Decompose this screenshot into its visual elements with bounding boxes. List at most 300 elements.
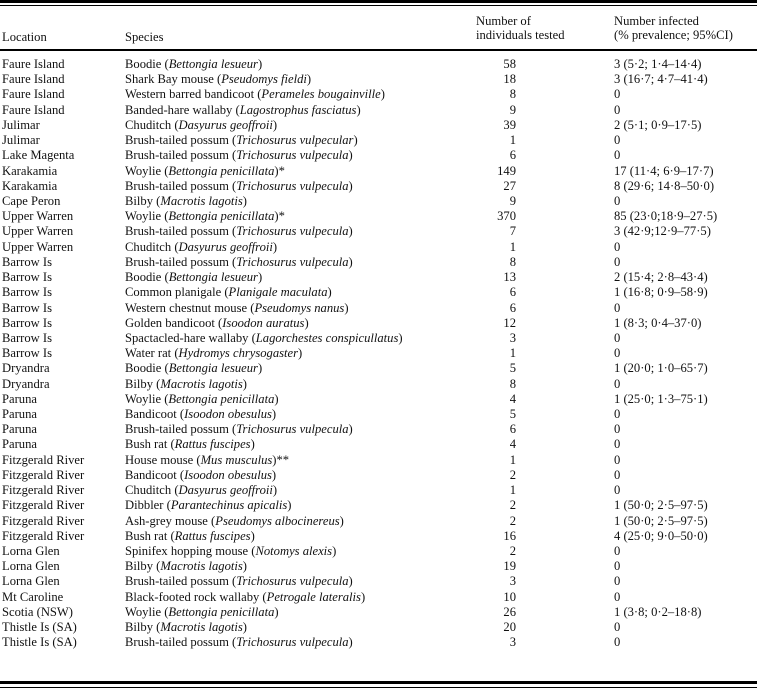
- cell-number-infected: 1 (16·8; 0·9–58·9): [614, 285, 708, 300]
- cell-location: Dryandra: [2, 361, 50, 376]
- species-latin-name: Isoodon obesulus: [184, 467, 272, 482]
- species-latin-name: Dasyurus geoffroii: [178, 483, 273, 498]
- species-suffix: )**: [272, 452, 290, 467]
- species-latin-name: Notomys alexis: [255, 544, 333, 558]
- table-row: [0, 285, 757, 300]
- table-row: [0, 468, 757, 483]
- header-infected: [614, 14, 733, 42]
- cell-number-infected: 8 (29·6; 14·8–50·0): [614, 178, 715, 193]
- species-latin-name: Bettongia lesueur: [168, 57, 258, 71]
- cell-species: [125, 559, 247, 574]
- table-row: [0, 407, 757, 422]
- species-latin-name: Dasyurus geoffroii: [178, 239, 273, 254]
- cell-individuals-tested: 2: [509, 513, 516, 528]
- species-latin-name: Bettongia lesueur: [168, 270, 258, 285]
- cell-location: Karakamia: [2, 163, 58, 178]
- species-latin-name: Isoodon auratus: [222, 315, 305, 330]
- cell-number-infected: 0: [614, 422, 621, 437]
- table-row: [0, 437, 757, 452]
- cell-number-infected: 0: [614, 133, 621, 148]
- cell-species: [125, 590, 365, 605]
- cell-location: Barrow Is: [2, 315, 53, 330]
- species-common-name: Spactacled-hare wallaby (: [125, 330, 256, 345]
- cell-location: Karakamia: [2, 178, 58, 193]
- table-row: [0, 361, 757, 376]
- table-bottom-rule-thin: [0, 687, 757, 688]
- table-row: [0, 574, 757, 589]
- species-suffix: ): [242, 559, 247, 574]
- species-suffix: ): [242, 620, 247, 635]
- species-common-name: Boodie (: [125, 57, 169, 71]
- cell-individuals-tested: 2: [509, 498, 516, 513]
- table-row: [0, 529, 757, 544]
- species-suffix: ): [271, 407, 277, 422]
- cell-species: [125, 240, 277, 255]
- species-common-name: House mouse (: [125, 452, 201, 467]
- species-latin-name: Macrotis lagotis: [160, 559, 243, 574]
- table-row: [0, 453, 757, 468]
- cell-individuals-tested: 3: [509, 574, 516, 589]
- species-suffix: ): [274, 391, 279, 406]
- table-row: [0, 209, 757, 224]
- species-common-name: Bandicoot (: [125, 467, 185, 482]
- species-common-name: Brush-tailed possum (: [125, 254, 237, 269]
- cell-individuals-tested: 8: [509, 254, 516, 269]
- cell-location: Barrow Is: [2, 270, 53, 285]
- species-suffix: ): [348, 254, 353, 269]
- table-row: [0, 118, 757, 133]
- cell-individuals-tested: 149: [497, 163, 516, 178]
- cell-individuals-tested: 1: [509, 346, 516, 361]
- cell-individuals-tested: 20: [503, 620, 516, 635]
- cell-individuals-tested: 5: [509, 361, 516, 376]
- header-location: Location: [2, 30, 47, 44]
- cell-location: Paruna: [2, 407, 37, 422]
- cell-number-infected: 0: [614, 559, 621, 574]
- cell-number-infected: 0: [614, 574, 621, 589]
- cell-number-infected: 0: [614, 254, 621, 269]
- cell-species: [125, 148, 353, 163]
- cell-number-infected: 2 (15·4; 2·8–43·4): [614, 270, 708, 285]
- cell-species: [125, 301, 349, 316]
- cell-number-infected: 0: [614, 544, 621, 558]
- cell-individuals-tested: 27: [503, 178, 516, 193]
- cell-individuals-tested: 7: [509, 224, 516, 239]
- species-common-name: Brush-tailed possum (: [125, 224, 237, 239]
- table-row: [0, 514, 757, 529]
- cell-individuals-tested: 6: [509, 300, 516, 315]
- cell-number-infected: 0: [614, 620, 621, 635]
- cell-number-infected: 17 (11·4; 6·9–17·7): [614, 163, 714, 178]
- species-suffix: ): [298, 346, 303, 361]
- cell-number-infected: 1 (20·0; 1·0–65·7): [614, 361, 708, 376]
- table-row: [0, 270, 757, 285]
- cell-species: [125, 164, 285, 179]
- species-suffix: )*: [274, 209, 285, 224]
- cell-species: [125, 437, 255, 452]
- species-latin-name: Mus musculus: [200, 452, 273, 467]
- species-latin-name: Perameles bougainville: [261, 87, 381, 102]
- cell-location: Julimar: [2, 117, 40, 132]
- species-suffix: ): [242, 193, 247, 208]
- table-row: [0, 72, 757, 87]
- cell-number-infected: 0: [614, 300, 621, 315]
- species-common-name: Boodie (: [125, 361, 169, 376]
- species-common-name: Western barred bandicoot (: [125, 87, 262, 102]
- species-suffix: ): [348, 574, 353, 589]
- cell-location: Scotia (NSW): [2, 604, 73, 619]
- cell-species: [125, 87, 385, 102]
- species-latin-name: Rattus fuscipes: [174, 437, 251, 452]
- species-suffix: ): [327, 285, 332, 300]
- cell-location: Upper Warren: [2, 239, 74, 254]
- cell-species: [125, 377, 247, 392]
- species-common-name: Spinifex hopping mouse (: [125, 544, 256, 558]
- species-suffix: ): [257, 270, 263, 285]
- cell-location: Upper Warren: [2, 224, 74, 239]
- table-row: [0, 590, 757, 605]
- cell-species: [125, 255, 353, 270]
- cell-number-infected: 0: [614, 148, 621, 163]
- header-infected-line2: (% prevalence; 95%CI): [614, 28, 733, 42]
- table-row: [0, 483, 757, 498]
- cell-species: [125, 498, 292, 513]
- cell-individuals-tested: 58: [503, 57, 516, 71]
- species-latin-name: Bettongia lesueur: [168, 361, 258, 376]
- species-common-name: Brush-tailed possum (: [125, 574, 237, 589]
- species-latin-name: Macrotis lagotis: [160, 376, 243, 391]
- species-common-name: Brush-tailed possum (: [125, 422, 237, 437]
- cell-number-infected: 2 (5·1; 0·9–17·5): [614, 117, 702, 132]
- cell-number-infected: 85 (23·0;18·9–27·5): [614, 209, 718, 224]
- species-latin-name: Trichosurus vulpecula: [236, 574, 349, 589]
- species-suffix: ): [272, 483, 278, 498]
- cell-location: Barrow Is: [2, 330, 53, 345]
- species-common-name: Shark Bay mouse (: [125, 72, 222, 87]
- species-latin-name: Bettongia penicillata: [168, 391, 275, 406]
- cell-location: Faure Island: [2, 102, 65, 117]
- header-infected-line1: Number infected: [614, 14, 699, 28]
- header-species: Species: [125, 30, 164, 44]
- species-common-name: Bilby (: [125, 193, 161, 208]
- cell-species: [125, 574, 353, 589]
- cell-number-infected: 0: [614, 330, 621, 345]
- species-common-name: Boodie (: [125, 270, 169, 285]
- cell-individuals-tested: 8: [509, 376, 516, 391]
- species-suffix: )*: [274, 163, 285, 178]
- cell-species: [125, 361, 262, 376]
- table-top-rule-thin: [0, 5, 757, 6]
- cell-location: Fitzgerald River: [2, 467, 85, 482]
- species-latin-name: Trichosurus vulpecula: [236, 254, 349, 269]
- table-row: [0, 346, 757, 361]
- cell-species: [125, 620, 247, 635]
- cell-species: [125, 468, 276, 483]
- cell-number-infected: 1 (3·8; 0·2–18·8): [614, 604, 702, 619]
- cell-location: Fitzgerald River: [2, 498, 85, 513]
- table-row: [0, 392, 757, 407]
- cell-number-infected: 0: [614, 589, 621, 604]
- cell-number-infected: 0: [614, 437, 621, 452]
- cell-number-infected: 0: [614, 376, 621, 391]
- cell-species: [125, 179, 353, 194]
- cell-location: Faure Island: [2, 57, 65, 71]
- cell-location: Fitzgerald River: [2, 528, 85, 543]
- species-latin-name: Bettongia penicillata: [168, 209, 275, 224]
- species-suffix: ): [250, 528, 255, 543]
- species-latin-name: Lagostrophus fasciatus: [239, 102, 357, 117]
- cell-individuals-tested: 13: [503, 270, 516, 285]
- species-suffix: ): [242, 376, 247, 391]
- cell-location: Faure Island: [2, 87, 65, 102]
- table-row: [0, 164, 757, 179]
- species-suffix: ): [272, 239, 278, 254]
- species-common-name: Bush rat (: [125, 437, 175, 452]
- cell-individuals-tested: 370: [497, 209, 516, 224]
- table-row: [0, 133, 757, 148]
- cell-species: [125, 72, 311, 87]
- species-common-name: Bandicoot (: [125, 407, 185, 422]
- table-row: [0, 255, 757, 270]
- species-latin-name: Isoodon obesulus: [184, 407, 272, 422]
- cell-species: [125, 392, 279, 407]
- species-common-name: Brush-tailed possum (: [125, 148, 237, 163]
- species-latin-name: Macrotis lagotis: [160, 193, 243, 208]
- species-common-name: Chuditch (: [125, 239, 179, 254]
- species-suffix: ): [360, 589, 366, 604]
- cell-individuals-tested: 39: [503, 117, 516, 132]
- species-latin-name: Planigale maculata: [228, 285, 328, 300]
- cell-species: [125, 407, 276, 422]
- species-suffix: ): [272, 117, 278, 132]
- species-suffix: ): [304, 315, 309, 330]
- species-latin-name: Trichosurus vulpecula: [236, 178, 349, 193]
- cell-location: Julimar: [2, 133, 40, 148]
- species-common-name: Bilby (: [125, 620, 161, 635]
- table-row: [0, 331, 757, 346]
- cell-individuals-tested: 19: [503, 559, 516, 574]
- cell-location: Mt Caroline: [2, 589, 64, 604]
- cell-number-infected: 1 (50·0; 2·5–97·5): [614, 513, 708, 528]
- table-row: [0, 240, 757, 255]
- table-row: [0, 422, 757, 437]
- cell-species: [125, 57, 262, 72]
- cell-individuals-tested: 9: [509, 193, 516, 208]
- species-suffix: ): [348, 148, 353, 163]
- cell-number-infected: 0: [614, 239, 621, 254]
- species-common-name: Bilby (: [125, 559, 161, 574]
- cell-number-infected: 3 (42·9;12·9–77·5): [614, 224, 711, 239]
- species-latin-name: Trichosurus vulpecula: [236, 422, 349, 437]
- species-latin-name: Dasyurus geoffroii: [178, 117, 273, 132]
- species-common-name: Dibbler (: [125, 498, 171, 513]
- cell-species: [125, 635, 353, 650]
- cell-species: [125, 483, 277, 498]
- cell-species: [125, 194, 247, 209]
- cell-number-infected: 3 (16·7; 4·7–41·4): [614, 72, 708, 87]
- cell-individuals-tested: 5: [509, 407, 516, 422]
- cell-individuals-tested: 10: [503, 589, 516, 604]
- cell-location: Upper Warren: [2, 209, 74, 224]
- species-latin-name: Petrogale lateralis: [266, 589, 361, 604]
- species-common-name: Brush-tailed possum (: [125, 178, 237, 193]
- cell-individuals-tested: 6: [509, 285, 516, 300]
- cell-number-infected: 1 (8·3; 0·4–37·0): [614, 315, 702, 330]
- species-common-name: Ash-grey mouse (: [125, 513, 216, 528]
- table-row: [0, 544, 757, 559]
- cell-individuals-tested: 4: [509, 391, 516, 406]
- cell-location: Lorna Glen: [2, 559, 60, 574]
- cell-number-infected: 1 (50·0; 2·5–97·5): [614, 498, 708, 513]
- cell-species: [125, 209, 285, 224]
- species-latin-name: Bettongia penicillata: [168, 163, 275, 178]
- cell-species: [125, 453, 289, 468]
- species-common-name: Banded-hare wallaby (: [125, 102, 240, 117]
- cell-number-infected: 0: [614, 87, 621, 102]
- table-row: [0, 301, 757, 316]
- cell-number-infected: 0: [614, 346, 621, 361]
- species-common-name: Chuditch (: [125, 483, 179, 498]
- table-row: [0, 179, 757, 194]
- cell-individuals-tested: 3: [509, 635, 516, 650]
- cell-location: Barrow Is: [2, 300, 53, 315]
- species-common-name: Brush-tailed possum (: [125, 635, 237, 650]
- cell-species: [125, 422, 353, 437]
- cell-location: Paruna: [2, 437, 37, 452]
- cell-number-infected: 0: [614, 193, 621, 208]
- cell-location: Barrow Is: [2, 346, 53, 361]
- header-tested-line2: individuals tested: [476, 28, 565, 42]
- table-row: [0, 559, 757, 574]
- cell-number-infected: 0: [614, 467, 621, 482]
- cell-location: Barrow Is: [2, 285, 53, 300]
- cell-location: Barrow Is: [2, 254, 53, 269]
- cell-species: [125, 605, 279, 620]
- cell-location: Fitzgerald River: [2, 452, 85, 467]
- table-top-rule-thick: [0, 0, 757, 3]
- species-latin-name: Macrotis lagotis: [160, 620, 243, 635]
- cell-individuals-tested: 26: [503, 604, 516, 619]
- species-suffix: ): [356, 102, 361, 117]
- species-latin-name: Trichosurus vulpecula: [236, 635, 349, 650]
- cell-individuals-tested: 16: [503, 528, 516, 543]
- cell-location: Fitzgerald River: [2, 483, 85, 498]
- cell-individuals-tested: 1: [509, 452, 516, 467]
- cell-individuals-tested: 12: [503, 315, 516, 330]
- cell-species: [125, 529, 255, 544]
- species-suffix: ): [332, 544, 337, 558]
- cell-individuals-tested: 18: [503, 72, 516, 87]
- cell-location: Faure Island: [2, 72, 65, 87]
- table-row: [0, 605, 757, 620]
- species-common-name: Western chestnut mouse (: [125, 300, 255, 315]
- cell-location: Dryandra: [2, 376, 50, 391]
- cell-individuals-tested: 6: [509, 148, 516, 163]
- header-rule: [0, 49, 757, 51]
- species-latin-name: Trichosurus vulpecula: [236, 148, 349, 163]
- table-row: [0, 377, 757, 392]
- species-suffix: ): [398, 330, 403, 345]
- cell-species: [125, 103, 361, 118]
- cell-species: [125, 133, 358, 148]
- cell-individuals-tested: 9: [509, 102, 516, 117]
- cell-location: Lorna Glen: [2, 574, 60, 589]
- table-row: [0, 148, 757, 163]
- species-common-name: Bilby (: [125, 376, 161, 391]
- species-common-name: Common planigale (: [125, 285, 229, 300]
- cell-individuals-tested: 8: [509, 87, 516, 102]
- cell-location: Paruna: [2, 391, 37, 406]
- table-row: [0, 635, 757, 650]
- species-suffix: ): [348, 178, 353, 193]
- species-suffix: ): [287, 498, 292, 513]
- cell-individuals-tested: 6: [509, 422, 516, 437]
- table-row: [0, 87, 757, 102]
- species-suffix: ): [344, 300, 349, 315]
- cell-species: [125, 514, 344, 529]
- cell-species: [125, 224, 353, 239]
- table-row: [0, 194, 757, 209]
- species-latin-name: Pseudomys albocinereus: [215, 513, 340, 528]
- species-suffix: ): [353, 133, 358, 148]
- header-tested-line1: Number of: [476, 14, 531, 28]
- cell-species: [125, 118, 277, 133]
- species-latin-name: Rattus fuscipes: [174, 528, 251, 543]
- species-suffix: ): [250, 437, 255, 452]
- species-suffix: ): [380, 87, 385, 102]
- species-suffix: ): [257, 361, 263, 376]
- species-suffix: ): [271, 467, 277, 482]
- cell-species: [125, 270, 262, 285]
- cell-individuals-tested: 4: [509, 437, 516, 452]
- table-bottom-rule-thick: [0, 681, 757, 684]
- cell-species: [125, 544, 336, 559]
- cell-number-infected: 1 (25·0; 1·3–75·1): [614, 391, 708, 406]
- species-latin-name: Pseudomys fieldi: [221, 72, 307, 87]
- species-common-name: Woylie (: [125, 209, 169, 224]
- table-row: [0, 316, 757, 331]
- species-suffix: ): [348, 224, 353, 239]
- species-latin-name: Hydromys chrysogaster: [178, 346, 299, 361]
- species-latin-name: Lagorchestes conspicullatus: [255, 330, 399, 345]
- cell-individuals-tested: 3: [509, 330, 516, 345]
- cell-number-infected: 3 (5·2; 1·4–14·4): [614, 57, 702, 71]
- species-common-name: Woylie (: [125, 163, 169, 178]
- cell-number-infected: 0: [614, 483, 621, 498]
- table-row: [0, 57, 757, 72]
- species-common-name: Golden bandicoot (: [125, 315, 223, 330]
- species-common-name: Woylie (: [125, 391, 169, 406]
- cell-location: Lake Magenta: [2, 148, 75, 163]
- species-latin-name: Trichosurus vulpecula: [236, 224, 349, 239]
- cell-location: Cape Peron: [2, 193, 61, 208]
- species-suffix: ): [257, 57, 263, 71]
- table-row: [0, 103, 757, 118]
- species-common-name: Brush-tailed possum (: [125, 133, 237, 148]
- table-row: [0, 620, 757, 635]
- cell-location: Fitzgerald River: [2, 513, 85, 528]
- species-latin-name: Parantechinus apicalis: [170, 498, 288, 513]
- species-common-name: Bush rat (: [125, 528, 175, 543]
- cell-location: Thistle Is (SA): [2, 620, 77, 635]
- cell-individuals-tested: 1: [509, 483, 516, 498]
- table-row: [0, 498, 757, 513]
- cell-location: Paruna: [2, 422, 37, 437]
- species-suffix: ): [274, 604, 279, 619]
- species-suffix: ): [348, 635, 353, 650]
- header-tested: [476, 14, 565, 42]
- species-common-name: Black-footed rock wallaby (: [125, 589, 267, 604]
